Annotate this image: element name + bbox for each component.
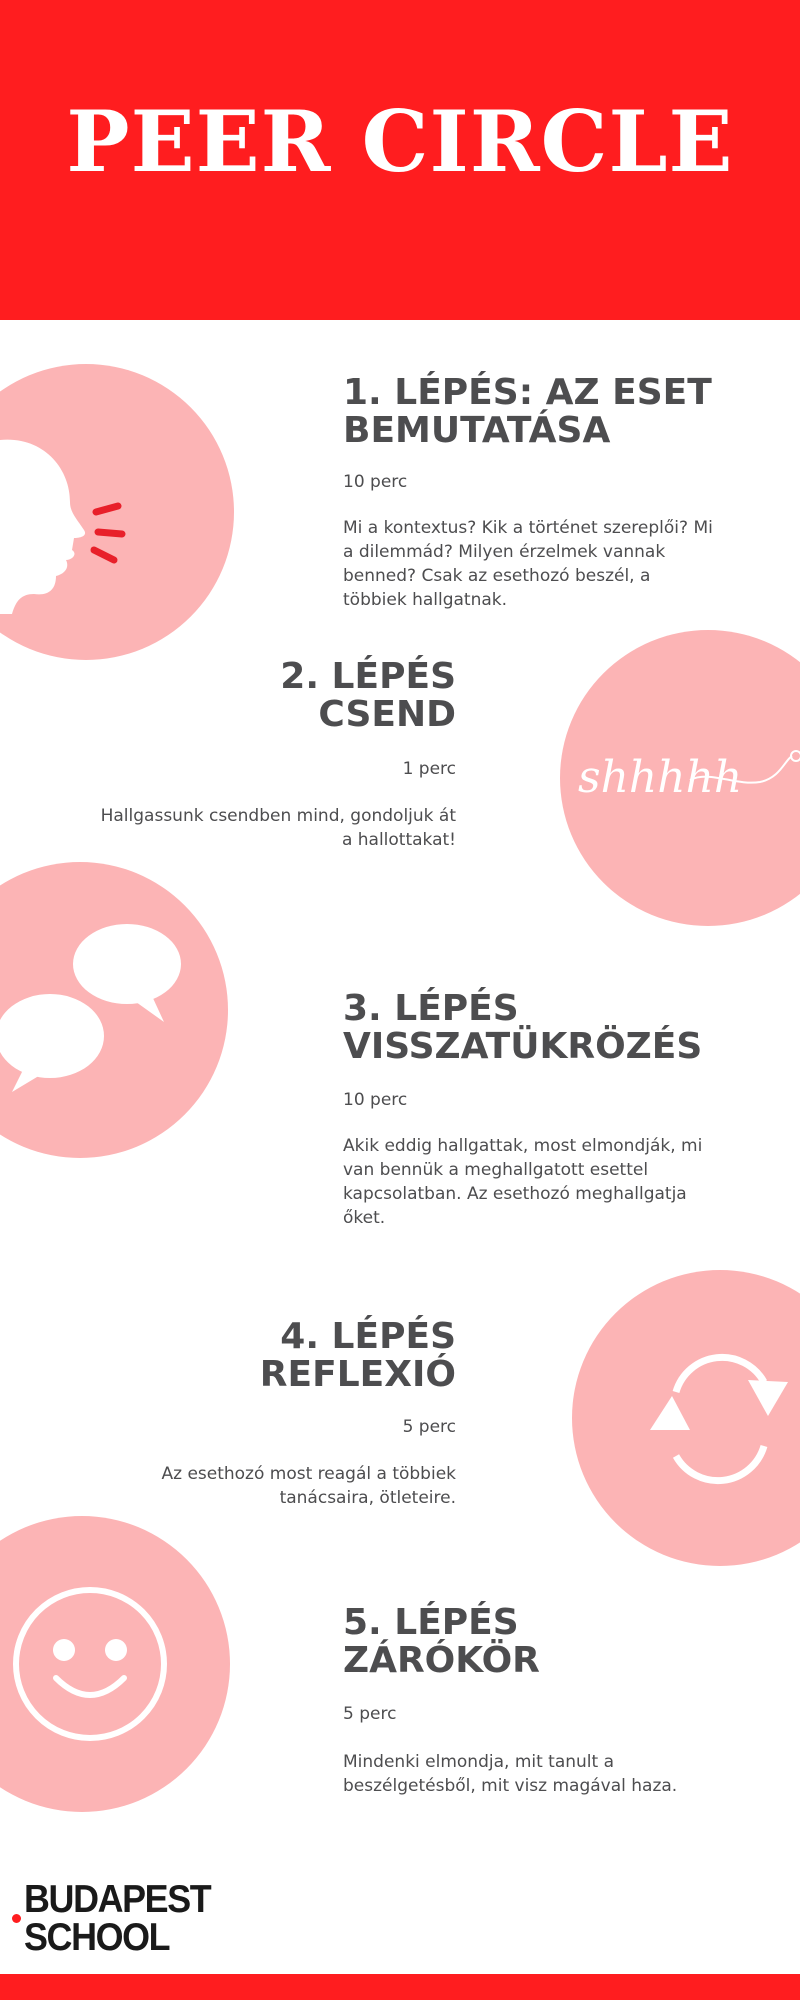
step2-heading xyxy=(56,658,456,734)
step4-text: Az esethozó most reagál a többiek tanácsaira, ötleteire. xyxy=(161,1464,456,1508)
step4-circle xyxy=(572,1270,800,1566)
step5-heading-line2: ZÁRÓKÖR xyxy=(343,1640,540,1681)
step1-circle xyxy=(0,364,234,660)
step5-circle xyxy=(0,1516,230,1812)
cycle-arrows-icon xyxy=(572,1270,800,1566)
shhh-icon-text: shhhhh xyxy=(578,752,743,803)
step2-heading-line1: 2. LÉPÉS xyxy=(280,656,456,697)
step5-text: Mindenki elmondja, mit tanult a beszélgetésből, mit visz magával haza. xyxy=(343,1752,678,1796)
step3-heading-line2: VISSZATÜKRÖZÉS xyxy=(343,1026,703,1067)
step4-duration: 5 perc xyxy=(402,1417,456,1437)
step3-duration: 10 perc xyxy=(343,1090,408,1110)
speaking-face-icon xyxy=(0,364,234,660)
step3-heading xyxy=(343,990,763,1066)
step4-heading-line2: REFLEXIÓ xyxy=(259,1354,456,1395)
step4-heading xyxy=(56,1318,456,1394)
step1-heading-line2: BEMUTATÁSA xyxy=(343,410,611,451)
budapest-school-logo xyxy=(10,1880,250,1960)
shhh-icon xyxy=(560,630,800,926)
step5-heading xyxy=(343,1604,763,1680)
logo-line1: BUDAPEST xyxy=(24,1878,211,1921)
logo-dot xyxy=(12,1914,21,1923)
step3-heading-line1: 3. LÉPÉS xyxy=(343,988,519,1029)
step5-heading-line1: 5. LÉPÉS xyxy=(343,1602,519,1643)
logo-line2: SCHOOL xyxy=(24,1916,170,1959)
step2-circle xyxy=(560,630,800,926)
step1-duration: 10 perc xyxy=(343,472,408,492)
smiley-icon xyxy=(0,1516,230,1812)
page-title: PEER CIRCLE xyxy=(66,92,734,191)
step1-heading-line1: 1. LÉPÉS: AZ ESET xyxy=(343,372,712,413)
speech-bubbles-icon xyxy=(0,862,228,1158)
step2-heading-line2: CSEND xyxy=(318,694,456,735)
step2-duration: 1 perc xyxy=(402,759,456,779)
step3-circle xyxy=(0,862,228,1158)
step2-text: Hallgassunk csendben mind, gondoljuk át a hallottakat! xyxy=(100,806,456,850)
header-banner xyxy=(0,0,800,320)
footer-bar xyxy=(0,1974,800,2000)
step4-heading-line1: 4. LÉPÉS xyxy=(280,1316,456,1357)
step5-duration: 5 perc xyxy=(343,1704,397,1724)
step1-heading xyxy=(343,374,763,450)
step1-text: Mi a kontextus? Kik a történet szereplői? Mi a dilemmád? Milyen érzelmek vannak benned? Csak az esethozó beszél, a többiek hallgatnak. xyxy=(343,518,713,610)
step3-text: Akik eddig hallgattak, most elmondják, mi van bennük a meghallgatott esettel kapcsolatban. Az esethozó meghallgatja őket. xyxy=(343,1136,703,1228)
